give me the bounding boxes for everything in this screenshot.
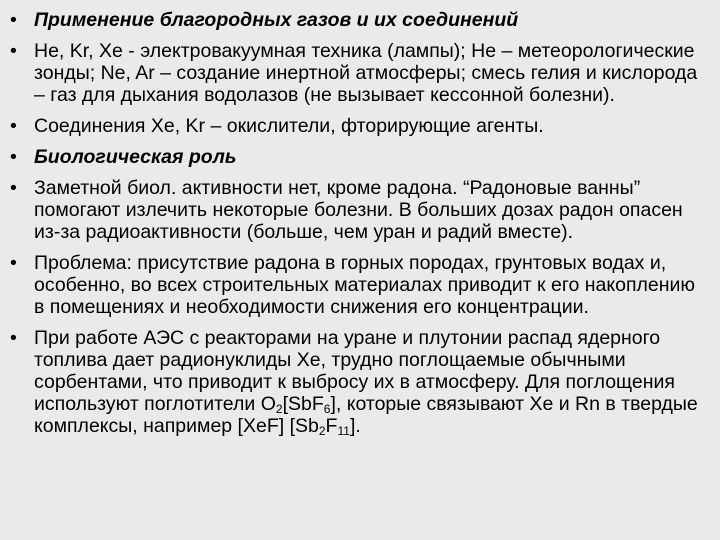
heading-text: Применение благородных газов и их соединений	[34, 9, 519, 31]
text-run: ], которые связывают Xe и Rn в твердые комплексы, например [XeF] [Sb	[34, 393, 698, 437]
list-item	[10, 40, 702, 106]
bullet-list	[10, 9, 702, 437]
subscript: 2	[275, 402, 283, 416]
text-run: F	[325, 415, 338, 437]
bullet-icon: •	[10, 40, 17, 62]
list-item	[10, 252, 702, 318]
list-item	[10, 327, 702, 437]
subscript: 11	[337, 424, 350, 438]
text-run: ].	[349, 415, 361, 437]
item-text	[34, 327, 698, 437]
subscript: 2	[318, 424, 326, 438]
bullet-icon: •	[10, 9, 17, 31]
bullet-icon: •	[10, 327, 17, 349]
heading-text: Биологическая роль	[34, 146, 237, 168]
list-item	[10, 115, 702, 137]
bullet-icon: •	[10, 146, 17, 168]
item-text: Проблема: присутствие радона в горных породах, грунтовых водах и, особенно, во всех строительных материалах приводит к его накоплению в помещениях и необходимости снижения его концентрации.	[34, 252, 696, 318]
list-item	[10, 177, 702, 243]
text-run: При работе АЭС с реакторами на уране и плутонии распад ядерного топлива дает радионуклиды Xe, трудно поглощаемые обычными сорбентами, что приводит к выбросу их в атмосферу. Для поглощения используют поглотители O	[34, 327, 675, 415]
list-item-heading-applications	[10, 9, 702, 31]
bullet-icon: •	[10, 177, 17, 199]
text-run: [SbF	[282, 393, 324, 415]
subscript: 6	[323, 402, 331, 416]
list-item-heading-biology	[10, 146, 702, 168]
item-text: He, Kr, Xe - электровакуумная техника (лампы); He – метеорологические зонды; Ne, Ar – создание инертной атмосферы; смесь гелия и кислорода – газ для дыхания водолазов (не вызывает кессонной болезни).	[34, 40, 698, 106]
bullet-icon: •	[10, 252, 17, 274]
item-text: Заметной биол. активности нет, кроме радона. “Радоновые ванны” помогают излечить некоторые болезни. В больших дозах радон опасен из-за радиоактивности (больше, чем уран и радий вместе).	[34, 177, 683, 243]
bullet-icon: •	[10, 115, 17, 137]
item-text: Соединения Xe, Kr – окислители, фторирующие агенты.	[34, 115, 544, 137]
